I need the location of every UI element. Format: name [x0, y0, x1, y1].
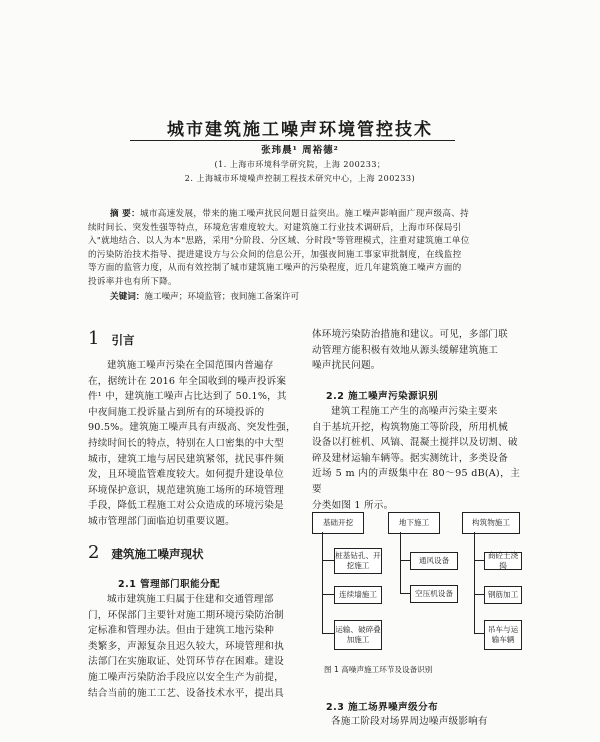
figure-connector: [474, 633, 484, 634]
figure-connector: [474, 532, 475, 634]
figure-box-concrete: 商砼土浇捣: [484, 552, 522, 570]
keywords-text: 施工噪声；环境监管；夜间施工备案许可: [144, 292, 300, 302]
figure-box-ventilation: 通风设备: [410, 552, 458, 570]
figure-connector: [474, 594, 484, 595]
figure-box-diaphragm-wall: 连续墙施工: [334, 586, 382, 604]
figure-box-foundation: 基础开挖: [312, 512, 364, 534]
section-2-2-heading: 2.2 施工噪声污染源识别: [326, 391, 439, 402]
keywords: [110, 291, 520, 304]
affiliation-1: (1. 上海市环境科学研究院，上海 200233；: [214, 160, 386, 169]
abstract-line: 摘 要：城市高速发展，带来的施工噪声扰民问题日益突出。施工噪声影响面广现声级高、持: [110, 209, 470, 219]
authors: 张玮晨¹ 周裕德²: [261, 145, 339, 156]
figure-box-underground: 地下施工: [388, 512, 440, 534]
right-top-body: 体环境污染防治措施和建议。可见，多部门联 动管理方能积极有效地从源头缓解建筑施工 噪声扰民问题。: [312, 329, 508, 372]
paper-title: 城市建筑施工噪声环境管控技术: [167, 120, 433, 140]
figure-connector: [400, 532, 401, 594]
figure-connector: [322, 560, 334, 561]
abstract-line: 入"就地结合、以人为本"思路，采用"分阶段、分区域、分时段"等管理模式，注重对建筑施工单位: [88, 236, 470, 246]
figure-box-transport-crushing: 运输、破碎叠加施工: [334, 620, 382, 650]
figure-connector: [322, 532, 323, 634]
keywords-label: 关键词：: [110, 292, 145, 302]
section-2-3-heading: 2.3 施工场界噪声级分布: [326, 702, 439, 713]
figure-connector: [400, 593, 410, 594]
abstract-line: 的污染防治技术指导、提进建设方与公众间的信息公开，加强夜间施工事家审批制度，在线监控: [88, 249, 462, 260]
figure-box-piling: 桩基钻孔、开挖施工: [334, 548, 382, 574]
title-divider: [130, 140, 455, 141]
section-2-heading: 2 建筑施工噪声现状: [88, 542, 204, 563]
figure-connector: [322, 633, 334, 634]
figure-box-structure: 构筑物施工: [462, 512, 520, 534]
figure-box-rebar: 钢筋加工: [484, 586, 522, 604]
abstract-label: 摘 要：: [110, 209, 140, 219]
figure-box-crane-vehicles: 吊车与运输车辆: [484, 620, 522, 650]
abstract-line: 续时间长、突发性强等特点，环境危害难度较大。对建筑施工行业技术调研后，上海市环保局引: [88, 222, 462, 233]
figure-box-compressor: 空压机设备: [410, 585, 458, 603]
section-2-1-heading: 2.1 管理部门职能分配: [118, 579, 221, 590]
section-1-body: 建筑施工噪声污染在全国范围内普遍存 在，据统计在 2016 年全国收到的噪声投诉案 件¹ 中，建筑施工噪声占比达到了 50.1%，其 中夜间施工投诉量占到所有的环境投诉的 90.5%。建筑施工噪声具有声级高、突发性强， 持续时间长的特点，特别在人口密集的中大型 城市，建筑工地与居民建筑紧邻，扰民事件频 发，且环境监管难度较大。如何提升建设单位 环境保护意识，规范建筑施工场所的环境管理 手段，降低工程施工对公众造成的环境污染是 城市管理部门面临迫切重要议题。: [88, 360, 296, 527]
abstract-line: 投诉率并也有所下降。: [88, 276, 177, 287]
figure-connector: [400, 560, 410, 561]
figure-1: [308, 508, 523, 656]
figure-connector: [322, 594, 334, 595]
abstract: [88, 208, 518, 289]
section-2-1-body: 城市建筑施工归属于住建和交通管理部 门，环保部门主要针对施工期环境污染防治制 定标准和管理办法。但由于建筑工地污染种 类繁多，声源复杂且迟久较大，环境管理和执 法部门在实施取证、处罚环节存在困难。建设 施工噪声污染防治手段应以安全生产为前提， 结合当前的施工工艺、设备技术水平，提出具: [88, 594, 284, 699]
section-2-3-body: 各施工阶段对场界周边噪声级影响有: [331, 716, 488, 727]
section-1-heading: 1 引言: [88, 328, 135, 349]
section-2-2-body: 建筑工程施工产生的高噪声污染主要来 自于基坑开挖，构筑物施工等阶段，所用机械 设备以打桩机、风镐、混凝土搅拌以及切割、破 碎及建材运输车辆等。据实测统计，多类设备 近场 5 m 内的声级集中在 80～95 dB(A)，主要 分类如图 1 所示。: [312, 406, 520, 511]
abstract-line: 等方面的监管力度，从而有效控制了城市建筑施工噪声的污染程度，近几年建筑施工噪声方面的: [88, 263, 462, 273]
affiliation-2: 2. 上海城市环境噪声控制工程技术研究中心，上海 200233): [184, 174, 416, 183]
figure-1-caption: 图 1 高噪声施工环节及设备识别: [324, 665, 433, 674]
figure-connector: [474, 560, 484, 561]
